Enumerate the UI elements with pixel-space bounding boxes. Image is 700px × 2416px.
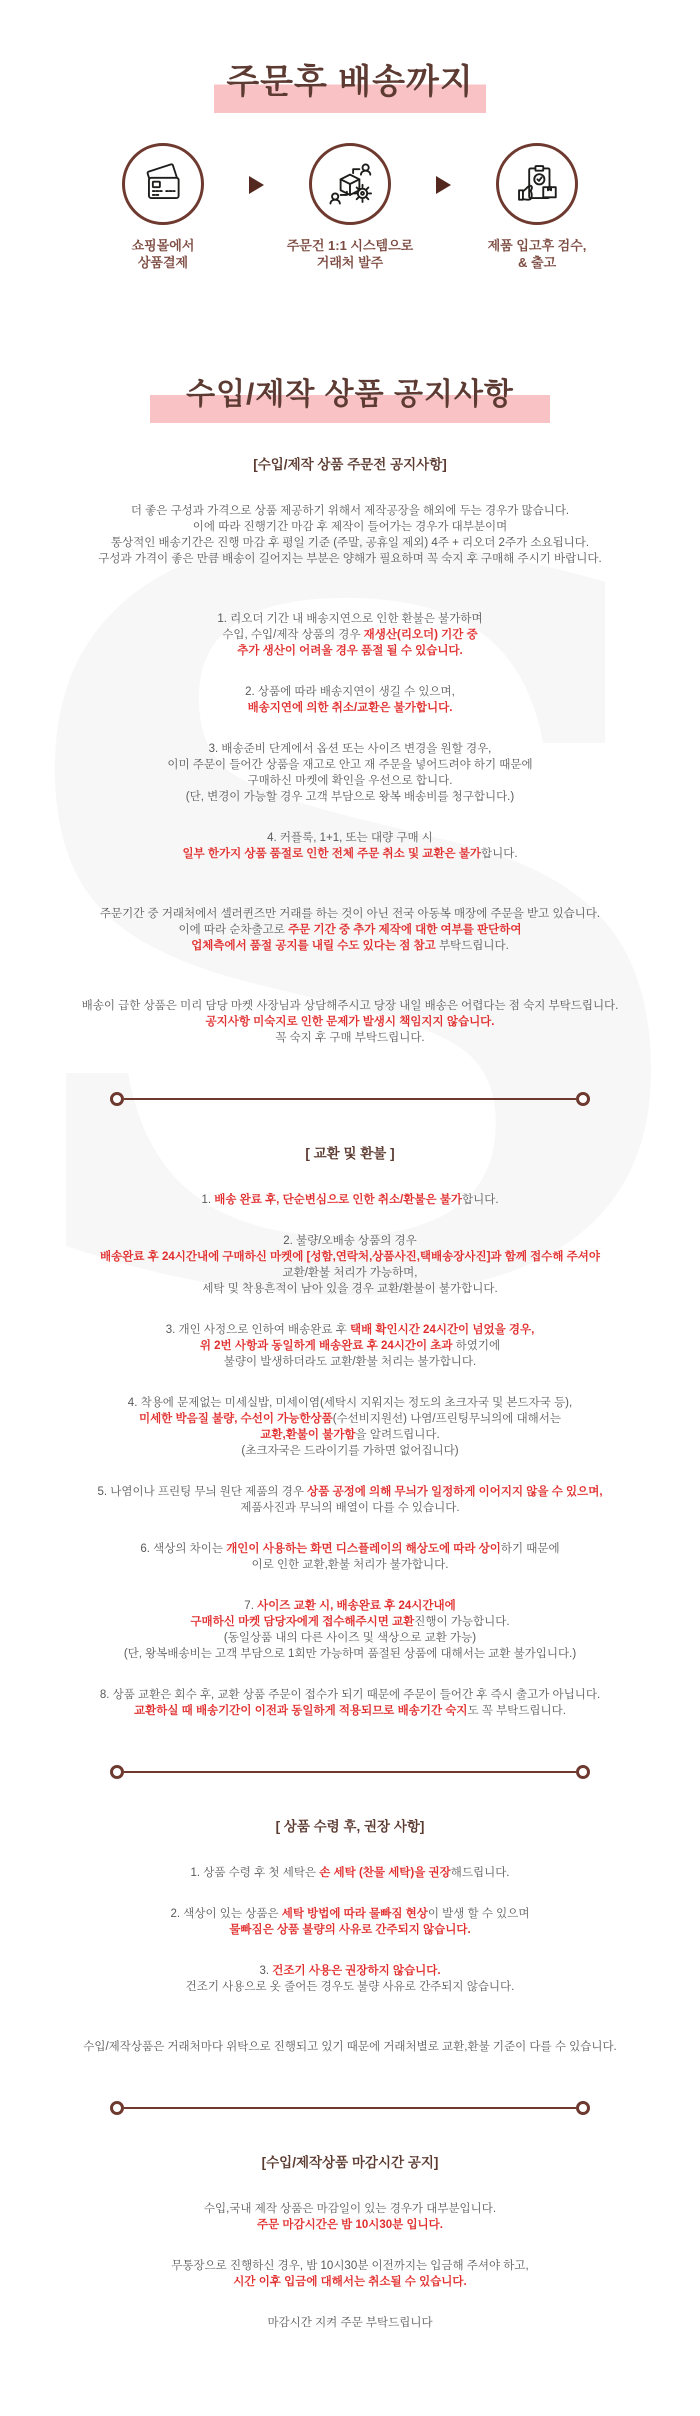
text-segment: 마감시간 지켜 주문 부탁드립니다 <box>267 2317 433 2329</box>
text-segment: (동일상품 내의 다른 사이즈 및 색상으로 교환 가능) <box>223 1632 477 1644</box>
text-segment: (수선비지원선) 나염/프린팅무늬의에 대해서는 <box>332 1413 562 1425</box>
notice-line <box>30 2217 670 2233</box>
notice-line <box>30 1354 670 1370</box>
text-segment: 수입/제작상품은 거래처마다 위탁으로 진행되고 있기 때문에 거래처별로 교환,환불 기준이 다를 수 있습니다. <box>83 2041 617 2053</box>
step-label <box>132 237 195 271</box>
text-segment: 3. <box>259 1965 273 1977</box>
step-label <box>287 237 413 271</box>
step-label-line: 쇼핑몰에서 <box>131 238 195 253</box>
text-segment: 통상적인 배송기간은 진행 마감 후 평일 기준 (주말, 공휴일 제외) 4주 + 리오더 2주가 소요됩니다. <box>110 537 590 549</box>
text-segment: (단, 왕복배송비는 고객 부담으로 1회만 가능하며 품절된 상품에 대해서는 교환 불가입니다.) <box>123 1648 577 1660</box>
notice-block <box>30 2258 670 2290</box>
notice-line <box>30 2258 670 2274</box>
text-segment: 세탁 방법에 따라 물빠짐 현상 <box>281 1908 428 1920</box>
notice-line <box>30 1703 670 1719</box>
text-segment: 개인이 사용하는 화면 디스플레이의 해상도에 따라 상이 <box>226 1543 501 1555</box>
step-label-line: 상품결제 <box>137 255 189 270</box>
text-segment: 수입,국내 제작 상품은 마감일이 있는 경우가 대부분입니다. <box>203 2203 497 2215</box>
text-segment: 세탁 및 착용흔적이 남아 있을 경우 교환/환불이 불가합니다. <box>202 1283 498 1295</box>
text-segment: 8. 상품 교환은 회수 후, 교환 상품 주문이 접수가 되기 때문에 주문이 들어간 후 즉시 출고가 아닙니다. <box>99 1689 601 1701</box>
notice-block <box>30 1233 670 1297</box>
notice-line <box>30 1500 670 1516</box>
text-segment: 을 알려드립니다. <box>355 1429 440 1441</box>
text-segment: 재생산(리오더) 기간 중 <box>363 629 478 641</box>
notice-block <box>30 998 670 1046</box>
notice-block <box>30 1541 670 1573</box>
notice-block <box>30 2039 670 2055</box>
divider-dot <box>110 2101 124 2115</box>
card-payment-icon <box>122 143 204 225</box>
notice-line <box>30 627 670 643</box>
notice-line <box>30 1630 670 1646</box>
notice-line <box>30 684 670 700</box>
text-segment: 택배 확인시간 24시간이 넘었을 경우, <box>350 1324 535 1336</box>
text-segment: 5. 나염이나 프린팅 무늬 원단 제품의 경우 <box>97 1486 308 1498</box>
order-system-icon <box>309 143 391 225</box>
divider-dot <box>576 1092 590 1106</box>
notice-line <box>30 2274 670 2290</box>
notice-line <box>30 551 670 567</box>
notice-line <box>30 789 670 805</box>
text-segment: 3. 배송준비 단계에서 옵션 또는 사이즈 변경을 원할 경우, <box>208 743 492 755</box>
notice-line <box>30 503 670 519</box>
text-segment: 상품 공정에 의해 무늬가 일정하게 이어지지 않을 수 있으며, <box>307 1486 603 1498</box>
text-segment: 구매하신 마켓에 확인을 우선으로 합니다. <box>247 775 453 787</box>
notice-line <box>30 2039 670 2055</box>
text-segment: 4. 커플룩, 1+1, 또는 대량 구매 시 <box>267 832 433 844</box>
divider-rule <box>124 2107 576 2109</box>
text-segment: 배송지연에 의한 취소/교환은 불가합니다. <box>247 702 453 714</box>
notice-block <box>30 741 670 805</box>
notice-line <box>30 741 670 757</box>
divider-rule <box>124 1098 576 1100</box>
notice-block <box>30 1906 670 1938</box>
notice-block <box>30 1598 670 1662</box>
text-segment: 구성과 가격이 좋은 만큼 배송이 길어지는 부분은 양해가 필요하며 꼭 숙지 후 구매해 주시기 바랍니다. <box>98 553 602 565</box>
notice-line <box>30 611 670 627</box>
notice-content <box>0 54 700 2331</box>
text-segment: 사이즈 교환 시, 배송완료 후 24시간내에 <box>257 1600 456 1612</box>
text-segment: 꼭 숙지 후 구매 부탁드립니다. <box>275 1032 425 1044</box>
notice-block <box>30 1192 670 1208</box>
notice-line <box>30 1906 670 1922</box>
notice-section <box>0 1146 700 1719</box>
notice-line <box>30 519 670 535</box>
divider-dot <box>576 1765 590 1779</box>
notice-line <box>30 1030 670 1046</box>
notice-line <box>30 1411 670 1427</box>
notice-block <box>30 906 670 954</box>
notice-block <box>30 1484 670 1516</box>
notice-line <box>30 830 670 846</box>
notice-block <box>30 684 670 716</box>
notice-line <box>30 1338 670 1354</box>
notice-line <box>30 922 670 938</box>
notice-block <box>30 1322 670 1370</box>
notice-line <box>30 906 670 922</box>
notice-line <box>30 1557 670 1573</box>
text-segment: (초크자국은 드라이기를 가하면 없어집니다) <box>241 1445 459 1457</box>
text-segment: 합니다. <box>462 1194 499 1206</box>
notice-line <box>30 757 670 773</box>
text-segment: 해드립니다. <box>450 1867 510 1879</box>
notice-section <box>0 1819 700 2055</box>
notice-line <box>30 1427 670 1443</box>
notice-line <box>30 2315 670 2331</box>
section-divider <box>110 1765 590 1779</box>
notice-line <box>30 1014 670 1030</box>
page-title-text: 주문후 배송까지 <box>214 54 485 113</box>
notice-block <box>30 1687 670 1719</box>
notice-line <box>30 1249 670 1265</box>
step-label-line: 주문건 1:1 시스템으로 <box>286 238 414 253</box>
text-segment: 교환,환불이 불가함 <box>260 1429 356 1441</box>
notice-block <box>30 830 670 862</box>
notice-title-text: 수입/제작 상품 공지사항 <box>150 369 550 423</box>
notice-line <box>30 1541 670 1557</box>
notice-line <box>30 1979 670 1995</box>
notice-line <box>30 846 670 862</box>
step-shop-payment <box>77 143 249 271</box>
notice-block <box>30 2315 670 2331</box>
text-segment: 업체측에서 품절 공지를 내릴 수도 있다는 점 참고 <box>191 940 439 952</box>
notice-block <box>30 1395 670 1459</box>
text-segment: 이에 따라 진행기간 마감 후 제작이 들어가는 경우가 대부분이며 <box>192 521 508 533</box>
text-segment: 2. 불량/오배송 상품의 경우 <box>283 1235 417 1247</box>
text-segment: 주문 마감시간은 밤 10시30분 입니다. <box>257 2219 443 2231</box>
step-label-line: 거래처 발주 <box>316 255 384 270</box>
section-heading: [수입/제작 상품 주문전 공지사항] <box>253 457 447 472</box>
notice-block <box>30 503 670 567</box>
notice-line <box>30 1322 670 1338</box>
text-segment: 시간 이후 입금에 대해서는 취소될 수 있습니다. <box>233 2276 467 2288</box>
text-segment: 제품사진과 무늬의 배열이 다를 수 있습니다. <box>240 1502 460 1514</box>
notice-line <box>30 1614 670 1630</box>
divider-rule <box>124 1771 576 1773</box>
text-segment: 4. 착용에 문제없는 미세실밥, 미세이염(세탁시 지워지는 정도의 초크자국 및 본드자국 등), <box>127 1397 573 1409</box>
text-segment: 주문 기간 중 추가 제작에 대한 여부를 판단하여 <box>288 924 522 936</box>
notice-line <box>30 535 670 551</box>
notice-line <box>30 773 670 789</box>
notice-line <box>30 1265 670 1281</box>
arrow-right-icon <box>249 176 264 194</box>
text-segment: 배송완료 후 24시간내에 구매하신 마켓에 [성함,연락처,상품사진,택배송장사진]과 함께 접수해 주셔야 <box>100 1251 600 1263</box>
notice-line <box>30 1395 670 1411</box>
section-divider <box>110 1092 590 1106</box>
text-segment: 이미 주문이 들어간 상품을 재고로 안고 재 주문을 넣어드려야 하기 때문에 <box>167 759 533 771</box>
notice-flow <box>0 457 700 2331</box>
section-heading: [ 교환 및 환불 ] <box>305 1146 395 1161</box>
text-segment: 배송 완료 후, 단순변심으로 인한 취소/환불은 불가 <box>214 1194 462 1206</box>
notice-line <box>30 1922 670 1938</box>
text-segment: 더 좋은 구성과 가격으로 상품 제공하기 위해서 제작공장을 해외에 두는 경우가 많습니다. <box>130 505 570 517</box>
notice-section <box>0 457 700 1046</box>
notice-line <box>30 1687 670 1703</box>
text-segment: 하기 때문에 <box>500 1543 560 1555</box>
text-segment: 불량이 발생하더라도 교환/환불 처리는 불가합니다. <box>223 1356 477 1368</box>
section-heading: [수입/제작상품 마감시간 공지] <box>261 2155 439 2170</box>
notice-section <box>0 2155 700 2331</box>
notice-line <box>30 1443 670 1459</box>
notice-line <box>30 700 670 716</box>
step-order-system <box>264 143 436 271</box>
section-divider <box>110 2101 590 2115</box>
step-inspection-shipment <box>451 143 623 271</box>
text-segment: 1. 리오더 기간 내 배송지연으로 인한 환불은 불가하며 <box>217 613 483 625</box>
notice-line <box>30 1865 670 1881</box>
page-title <box>0 54 700 113</box>
notice-block <box>30 1963 670 1995</box>
divider-dot <box>576 2101 590 2115</box>
text-segment: 건조기 사용으로 옷 줄어든 경우도 불량 사유로 간주되지 않습니다. <box>185 1981 515 1993</box>
text-segment: (단, 변경이 가능할 경우 고객 부담으로 왕복 배송비를 청구합니다.) <box>185 791 515 803</box>
text-segment: 2. 상품에 따라 배송지연이 생길 수 있으며, <box>245 686 455 698</box>
text-segment: 구매하신 마켓 담당자에게 접수해주시면 교환 <box>190 1616 415 1628</box>
text-segment: 교환하실 때 배송기간이 이전과 동일하게 적용되므로 배송기간 숙지 <box>134 1705 468 1717</box>
text-segment: 이에 따라 순차출고로 <box>178 924 289 936</box>
text-segment: 추가 생산이 어려울 경우 품절 될 수 있습니다. <box>237 645 463 657</box>
text-segment: 무통장으로 진행하신 경우, 밤 10시30분 이전까지는 입금해 주셔야 하고, <box>171 2260 529 2272</box>
notice-line <box>30 1963 670 1979</box>
notice-line <box>30 938 670 954</box>
text-segment: 부탁드립니다. <box>438 940 509 952</box>
text-segment: 일부 한가지 상품 품절로 인한 전체 주문 취소 및 교환은 불가 <box>182 848 482 860</box>
text-segment: 2. 색상이 있는 상품은 <box>170 1908 282 1920</box>
order-process-steps <box>0 143 700 271</box>
text-segment: 도 꼭 부탁드립니다. <box>467 1705 566 1717</box>
step-label <box>488 237 587 271</box>
text-segment: 진행이 가능합니다. <box>414 1616 510 1628</box>
notice-line <box>30 1484 670 1500</box>
text-segment: 1. <box>201 1194 215 1206</box>
receive-inspection-icon <box>496 143 578 225</box>
notice-line <box>30 2201 670 2217</box>
notice-line <box>30 1598 670 1614</box>
text-segment: 6. 색상의 차이는 <box>140 1543 227 1555</box>
text-segment: 1. 상품 수령 후 첫 세탁은 <box>190 1867 320 1879</box>
divider-dot <box>110 1765 124 1779</box>
notice-line <box>30 1646 670 1662</box>
text-segment: 손 세탁 (찬물 세탁)을 권장 <box>319 1867 451 1879</box>
text-segment: 수입, 수입/제작 상품의 경우 <box>222 629 364 641</box>
text-segment: 이로 인한 교환,환불 처리가 불가합니다. <box>251 1559 449 1571</box>
notice-line <box>30 1281 670 1297</box>
text-segment: 미세한 박음질 불량, 수선이 가능한상품 <box>138 1413 333 1425</box>
text-segment: 건조기 사용은 권장하지 않습니다. <box>272 1965 441 1977</box>
text-segment: 주문기간 중 거래처에서 셀러퀸즈만 거래를 하는 것이 아닌 전국 아동복 매장에 주문을 받고 있습니다. <box>99 908 601 920</box>
section-heading: [ 상품 수령 후, 권장 사항] <box>275 1819 425 1834</box>
text-segment: 물빠짐은 상품 불량의 사유로 간주되지 않습니다. <box>229 1924 471 1936</box>
text-segment: 3. 개인 사정으로 인하여 배송완료 후 <box>165 1324 350 1336</box>
text-segment: 위 2번 사항과 동일하게 배송완료 후 24시간이 초과 <box>199 1340 453 1352</box>
notice-title <box>0 369 700 423</box>
notice-line <box>30 998 670 1014</box>
divider-dot <box>110 1092 124 1106</box>
text-segment: 이 발생 할 수 있으며 <box>427 1908 530 1920</box>
text-segment: 배송이 급한 상품은 미리 담당 마켓 사장님과 상담해주시고 당장 내일 배송은 어렵다는 점 숙지 부탁드립니다. <box>81 1000 619 1012</box>
notice-line <box>30 1233 670 1249</box>
step-label-line: 제품 입고후 검수, <box>487 238 587 253</box>
notice-line <box>30 643 670 659</box>
step-label-line: & 출고 <box>517 255 557 270</box>
arrow-right-icon <box>436 176 451 194</box>
notice-block <box>30 1865 670 1881</box>
text-segment: 하였기에 <box>452 1340 501 1352</box>
notice-line <box>30 1192 670 1208</box>
text-segment: 7. <box>244 1600 258 1612</box>
text-segment: 합니다. <box>481 848 518 860</box>
notice-block <box>30 611 670 659</box>
text-segment: 교환/환불 처리가 가능하며, <box>282 1267 418 1279</box>
notice-block <box>30 2201 670 2233</box>
text-segment: 공지사항 미숙지로 인한 문제가 발생시 책임지지 않습니다. <box>205 1016 495 1028</box>
